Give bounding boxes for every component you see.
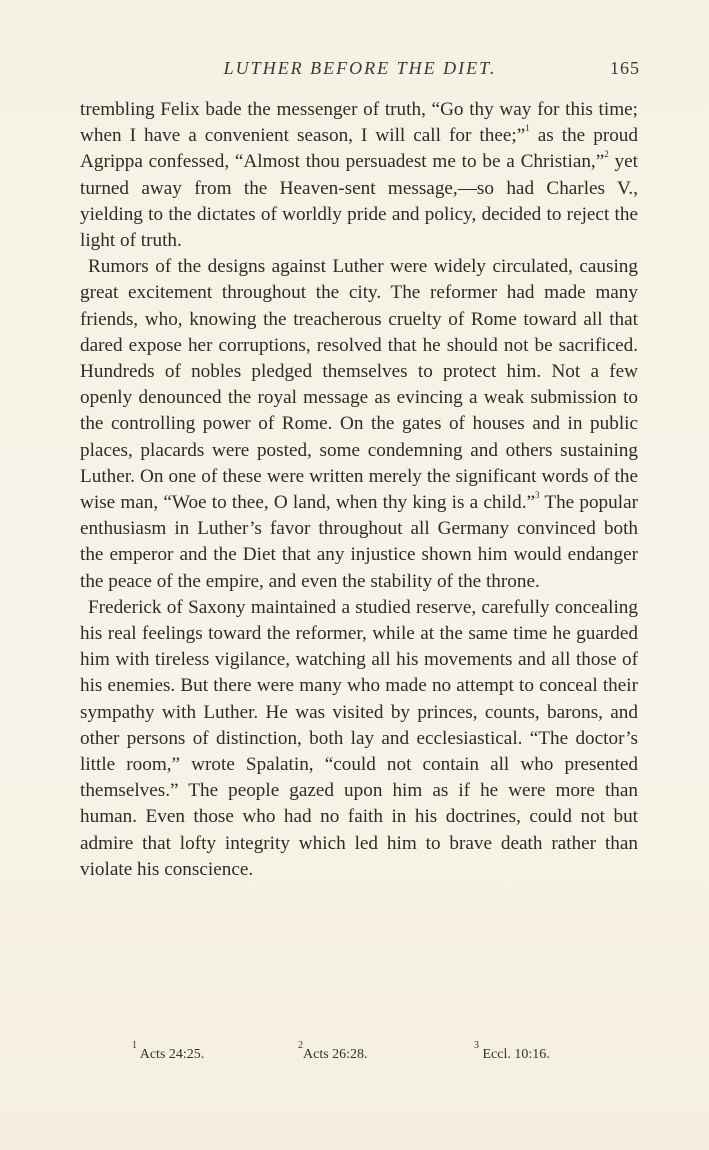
footnote-text: Eccl. 10:16.: [482, 1047, 550, 1062]
footnote-mark: 2: [298, 1040, 303, 1052]
footnote-reference: 2: [604, 149, 609, 160]
footnote-text: Acts 24:25.: [139, 1047, 205, 1062]
footnote-mark: 3: [474, 1040, 479, 1052]
body-text: [80, 97, 638, 883]
paragraph: [80, 97, 638, 254]
text-run: yet turned away from the Heaven-sent message,—so had Charles V., yielding to the dictates of worldly pride and policy, decided to reject the light of truth.: [80, 151, 638, 252]
footnote-reference: 1: [525, 122, 530, 133]
text-run: as the proud Agrippa confessed, “Almost thou persuadest me to be a Christian,”: [80, 125, 638, 173]
footnote-reference: 3: [535, 489, 540, 500]
page-number: 165: [610, 58, 640, 78]
footnotes: [132, 1040, 582, 1067]
running-title: LUTHER BEFORE THE DIET.: [223, 58, 497, 78]
page-header: [80, 58, 640, 88]
paragraph: [80, 595, 638, 883]
footnote-1: [132, 1040, 205, 1063]
footnote-2: [298, 1040, 368, 1063]
footnote-text: Acts 26:28.: [303, 1047, 368, 1062]
text-run: trembling Felix bade the messenger of truth, “Go thy way for this time; when I have a convenient season, I will call for thee;”: [80, 99, 638, 147]
text-run: Frederick of Saxony maintained a studied reserve, carefully concealing his real feelings toward the reformer, while at the same time he guarded him with tireless vigilance, watching all his movements and all those of his enemies. But there were many who made no attempt to conceal their sympathy with Luther. He was visited by princes, counts, barons, and other persons of distinction, both lay and ecclesiastical. “The doctor’s little room,” wrote Spalatin, “could not contain all who presented themselves.” The people gazed upon him as if he were more than human. Even those who had no faith in his doctrines, could not but admire that lofty integrity which led him to brave death rather than violate his conscience.: [80, 596, 638, 880]
footnote-mark: 1: [132, 1040, 137, 1052]
text-run: The popular enthusiasm in Luther’s favor throughout all Germany convinced both the emperor and the Diet that any injustice shown him would endanger the peace of the empire, and even the stability of the throne.: [80, 492, 638, 592]
footnote-3: [474, 1040, 550, 1063]
text-run: Rumors of the designs against Luther were widely circulated, causing great excitement throughout the city. The reformer had made many friends, who, knowing the treacherous cruelty of Rome toward all that dared expose her corruptions, resolved that he should not be sacrificed. Hundreds of nobles pledged themselves to protect him. Not a few openly denounced the royal message as evincing a weak submission to the controlling power of Rome. On the gates of houses and in public places, placards were posted, some condemning and others sustaining Luther. On one of these were written merely the significant words of the wise man, “Woe to thee, O land, when thy king is a child.”: [80, 256, 638, 514]
paragraph: [80, 254, 638, 595]
